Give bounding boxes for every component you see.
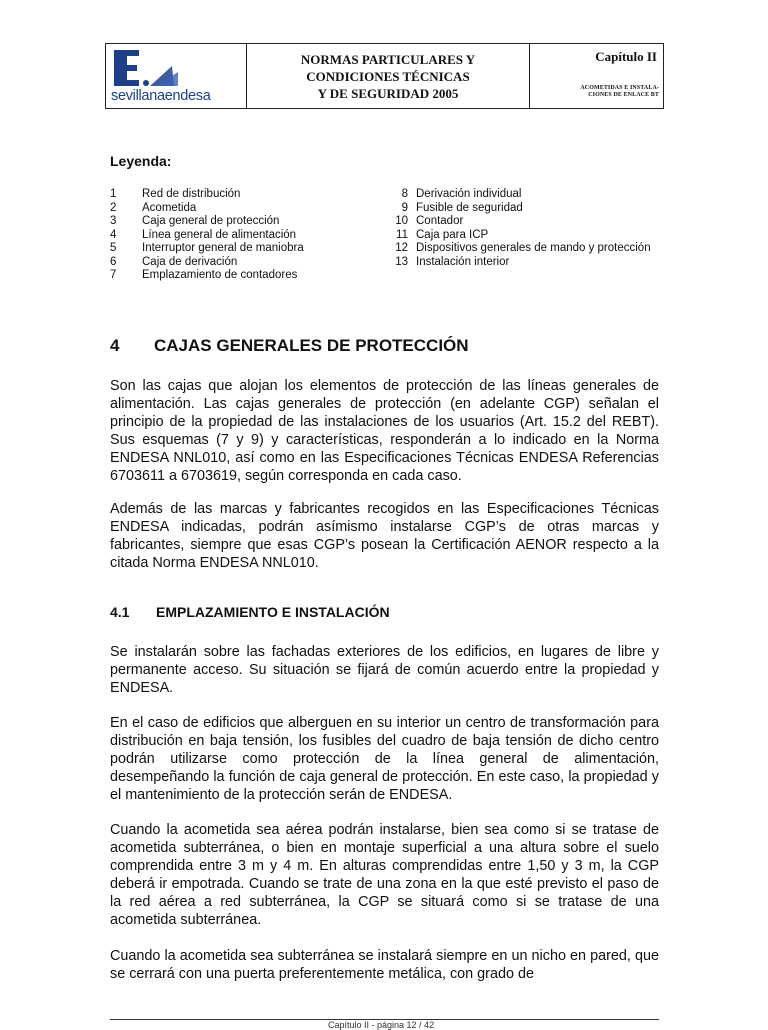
- legend-column-1: [110, 188, 304, 283]
- legend-item: 6 Caja de derivación: [110, 255, 238, 268]
- legend-item: 4 Línea general de alimentación: [110, 228, 297, 241]
- title-line-3: Y DE SEGURIDAD 2005: [317, 85, 459, 101]
- legend-item: 7 Emplazamiento de contadores: [110, 269, 298, 281]
- header-table: [105, 43, 664, 109]
- section-4-paragraph-2: Además de las marcas y fabricantes recogidos en las Especificaciones Técnicas ENDESA indicadas, podrán asímismo instalarse CGP’s de otras marcas y fabricantes, siempre que esas CGP’s posean la Certificación AENOR respecto a la citada Norma ENDESA NNL010.: [110, 501, 659, 571]
- title-line-2: CONDICIONES TÉCNICAS: [306, 68, 470, 84]
- brand-wordmark: sevillanaendesa: [111, 88, 211, 104]
- section-4-1-paragraph-3: Cuando la acometida sea aérea podrán instalarse, bien sea como si se tratase de acometida subterránea, o bien en montaje superficial a una altura sobre el suelo comprendida entre 3 m y 4 m. En alturas comprendidas entre 1,50 y 3 m, la CGP deberá ir empotrada. Cuando se trate de una zona en la que esté previsto el paso de la red aérea a red subterránea, la CGP se situará como si se tratase de una acometida subterránea.: [110, 822, 659, 928]
- legend-title: Leyenda:: [110, 153, 172, 169]
- legend-item: 1 Red de distribución: [110, 188, 241, 200]
- section-4-1-paragraph-4: Cuando la acometida sea subterránea se instalará siempre en un nicho en pared, que se cerrará con una puerta preferentemente metálica, con grado de: [110, 948, 659, 982]
- legend-item: 11 Caja para ICP: [396, 228, 489, 241]
- chapter-label: Capítulo II: [595, 49, 657, 64]
- section-4-paragraph-1: Son las cajas que alojan los elementos de protección de las líneas generales de alimentación. Las cajas generales de protección (en adelante CGP) señalan el principio de la propiedad de las instalaciones de los usuarios (Art. 15.2 del REBT). Sus esquemas (7 y 9) y características, responderán a lo indicado en la Norma ENDESA NNL010, así como en las Especificaciones Técnicas ENDESA Referencias 6703611 a 6703619, según corresponda en cada caso.: [110, 378, 659, 484]
- legend-item: 12 Dispositivos generales de mando y protección: [395, 242, 651, 254]
- section-4-heading: 4 CAJAS GENERALES DE PROTECCIÓN: [110, 336, 469, 355]
- section-4-1-paragraph-1: Se instalarán sobre las fachadas exteriores de los edificios, en lugares de libre y permanente acceso. Su situación se fijará de común acuerdo entre la propiedad y ENDESA.: [110, 644, 659, 696]
- legend-item: 9 Fusible de seguridad: [401, 201, 523, 214]
- logo-cell: [106, 44, 247, 108]
- endesa-logo-icon: [112, 48, 182, 88]
- page-footer: Capítulo II - página 12 / 42: [328, 1020, 435, 1030]
- legend-item: 13 Instalación interior: [395, 255, 510, 268]
- chapter-cell: [530, 44, 663, 108]
- section-4-1-paragraph-2: En el caso de edificios que alberguen en su interior un centro de transformación para distribución en baja tensión, los fusibles del cuadro de baja tensión de dicho centro podrán utilizarse como protección de la línea general de alimentación, desempeñando la función de caja general de protección. En este caso, la propiedad y el mantenimiento de la protección serán de ENDESA.: [110, 715, 659, 803]
- legend-item: 5 Interruptor general de maniobra: [110, 242, 304, 254]
- chapter-subtitle: ACOMETIDAS E INSTALA- CIONES DE ENLACE BT: [580, 85, 659, 98]
- legend-item: 2 Acometida: [110, 201, 197, 214]
- legend-item: 10 Contador: [395, 215, 464, 227]
- title-line-1: NORMAS PARTICULARES Y: [300, 51, 476, 67]
- legend-item: 8 Derivación individual: [401, 188, 522, 200]
- document-title: [247, 44, 530, 108]
- legend-column-2: [384, 188, 651, 269]
- section-4-1-heading: 4.1 EMPLAZAMIENTO E INSTALACIÓN: [110, 604, 390, 620]
- legend-item: 3 Caja general de protección: [110, 215, 280, 227]
